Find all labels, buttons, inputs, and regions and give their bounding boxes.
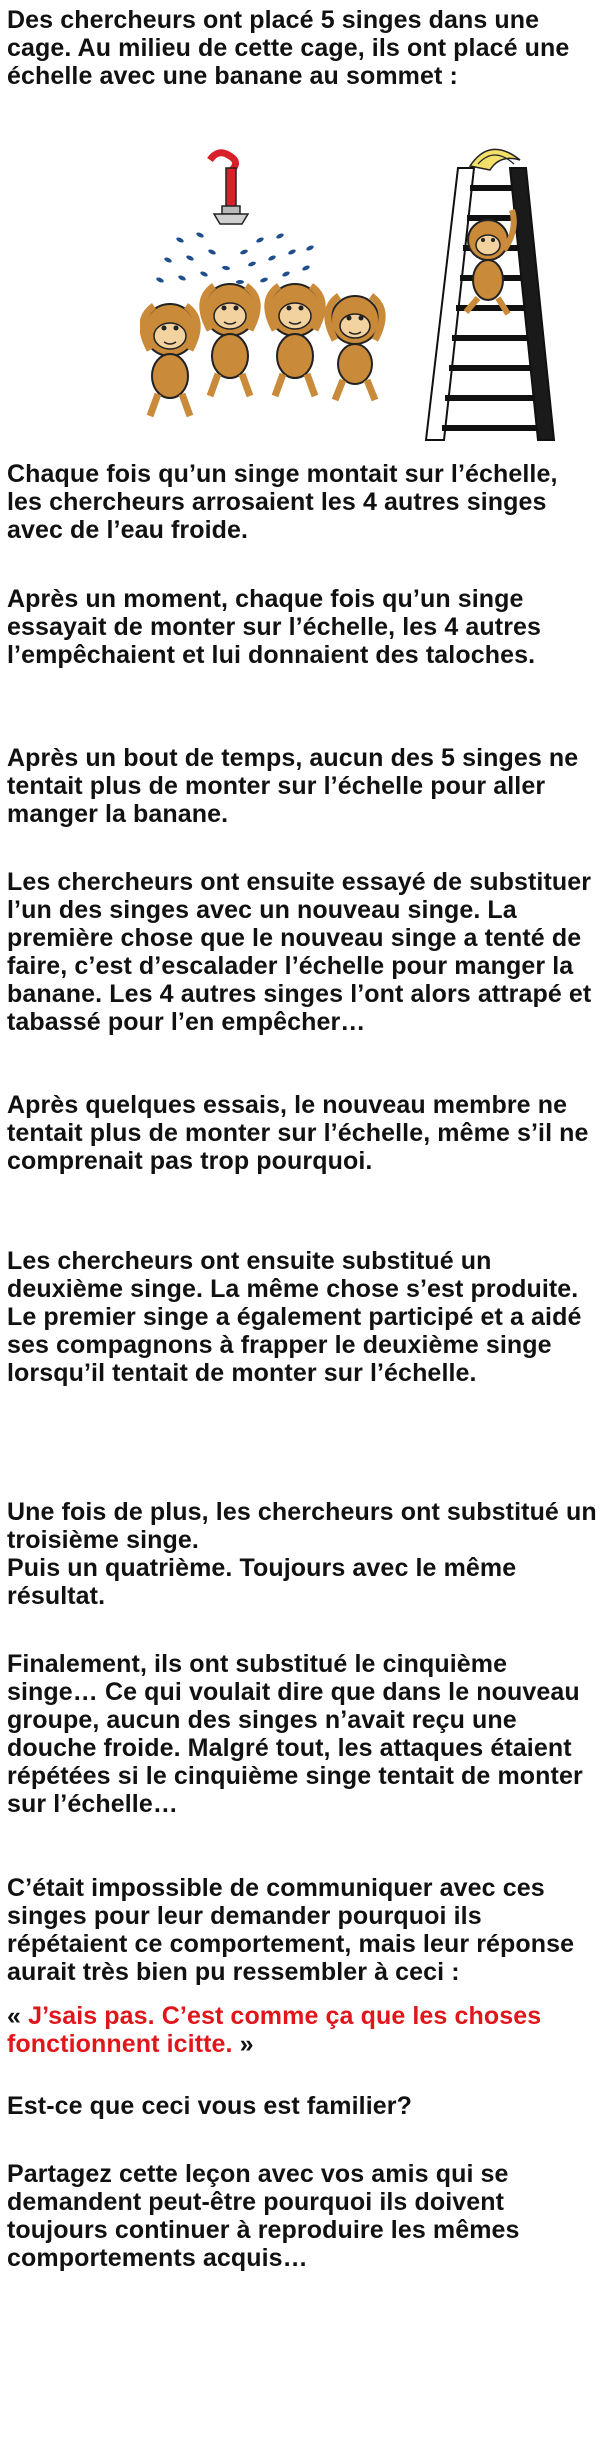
paragraph-4: Après un bout de temps, aucun des 5 singes ne tentait plus de monter sur l’échelle pour aller manger la banane.: [7, 744, 579, 828]
quote-open-mark: «: [7, 2002, 29, 2030]
monkey-icon: [328, 296, 382, 400]
banana-icon: [470, 149, 520, 170]
closing-paragraph: Partagez cette leçon avec vos amis qui se demandent peut-être pourquoi ils doivent toujours continuer à reproduire les mêmes comportements acquis…: [7, 2160, 520, 2272]
climbing-monkey-icon: [466, 210, 514, 314]
monkey-icon: [203, 284, 257, 396]
paragraph-8: Une fois de plus, les chercheurs ont substitué un troisième singe. Puis un quatrième. Toujours avec le même résultat.: [7, 1498, 597, 1610]
paragraph-2: Chaque fois qu’un singe montait sur l’échelle, les chercheurs arrosaient les 4 autres singes avec de l’eau froide.: [7, 460, 558, 544]
paragraph-7: Les chercheurs ont ensuite substitué un deuxième singe. La même chose s’est produite. Le premier singe a également participé et a aidé ses compagnons à frapper le deuxième singe lorsqu’il tentait de monter sur l’échelle.: [7, 1247, 582, 1387]
monkey-icon: [268, 284, 322, 396]
monkey-icon: [143, 304, 197, 416]
paragraph-9: Finalement, ils ont substitué le cinquième singe… Ce qui voulait dire que dans le nouveau groupe, aucun des singes n’avait reçu une douche froide. Malgré tout, les attaques étaient répétées si le cinquième singe tentait de monter sur l’échelle…: [7, 1650, 583, 1818]
intro-paragraph: Des chercheurs ont placé 5 singes dans une cage. Au milieu de cette cage, ils ont placé une échelle avec une banane au sommet :: [7, 6, 570, 90]
closing-question: Est-ce que ceci vous est familier?: [7, 2092, 412, 2120]
ladder-icon: [426, 168, 554, 440]
monkey-ladder-illustration: [140, 140, 560, 450]
quote-line: [7, 2002, 597, 2058]
water-drops: [156, 231, 315, 284]
paragraph-6: Après quelques essais, le nouveau membre ne tentait plus de monter sur l’échelle, même s’il ne comprenait pas trop pourquoi.: [7, 1091, 589, 1175]
paragraph-5: Les chercheurs ont ensuite essayé de substituer l’un des singes avec un nouveau singe. La première chose que le nouveau singe a tenté de faire, c’est d’escalader l’échelle pour manger la banane. Les 4 autres singes l’ont alors attrapé et tabassé pour l’en empêcher…: [7, 868, 592, 1036]
sprinkler-icon: [210, 153, 248, 224]
paragraph-3: Après un moment, chaque fois qu’un singe essayait de monter sur l’échelle, les 4 autres l’empêchaient et lui donnaient des taloches.: [7, 585, 542, 669]
quote-close-mark: »: [232, 2030, 254, 2058]
paragraph-10: C’était impossible de communiquer avec ces singes pour leur demander pourquoi ils répétaient ce comportement, mais leur réponse aurait très bien pu ressembler à ceci :: [7, 1874, 575, 1986]
quote-text: J’sais pas. C’est comme ça que les choses fonctionnent icitte.: [7, 2002, 542, 2058]
